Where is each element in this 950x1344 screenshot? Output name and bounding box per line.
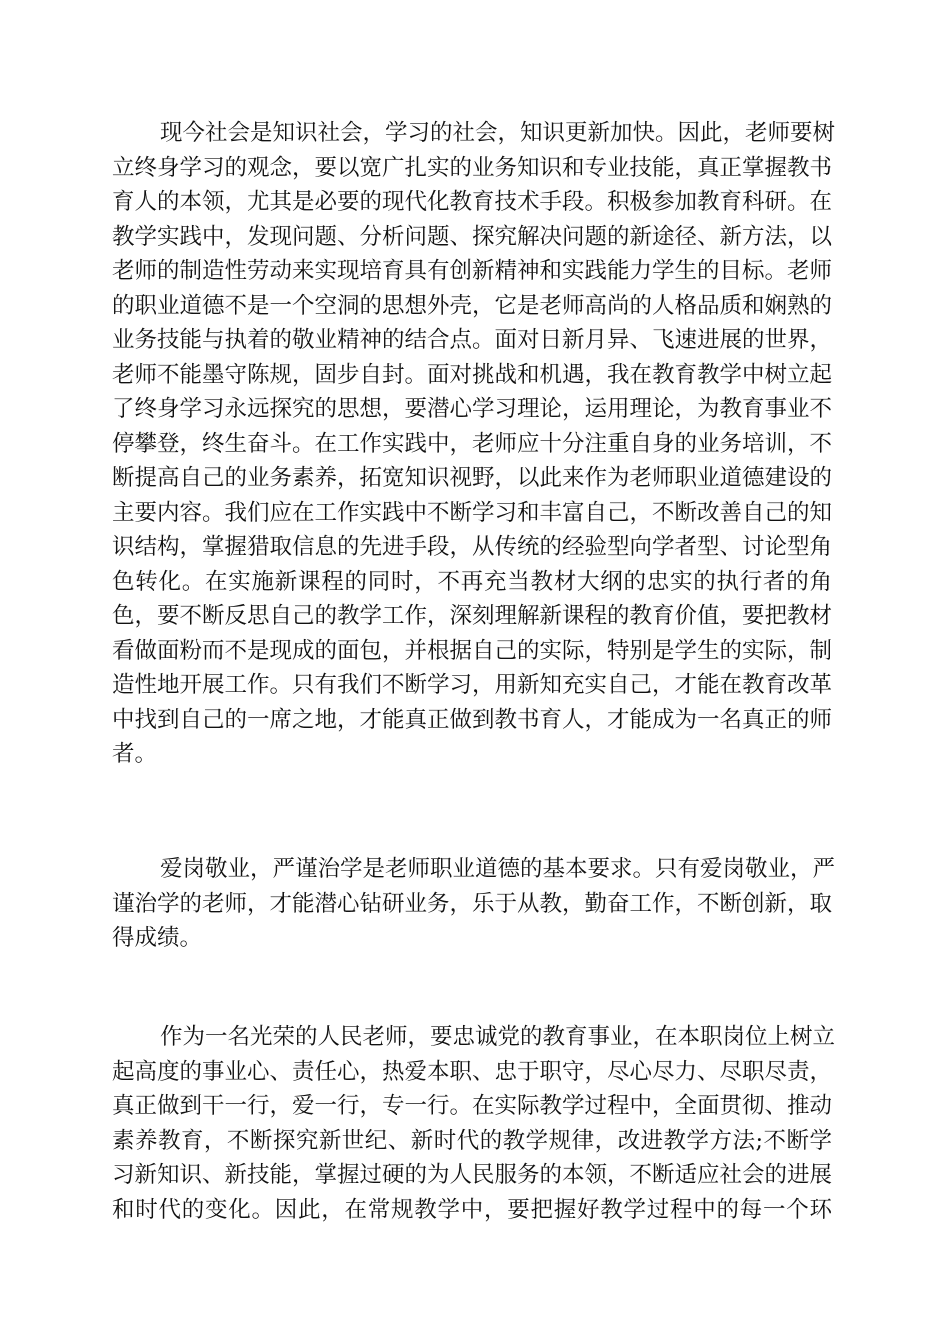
text-line: 立终身学习的观念，要以宽广扎实的业务知识和专业技能，真正掌握教书 [112, 154, 833, 181]
text-line: 识结构，掌握猎取信息的先进手段，从传统的经验型向学者型、讨论型角 [112, 534, 833, 560]
text-line: 业务技能与执着的敬业精神的结合点。面对日新月异、飞速进展的世界， [112, 327, 833, 353]
text-line: 谨治学的老师，才能潜心钻研业务，乐于从教，勤奋工作，不断创新，取 [112, 890, 833, 917]
text-line: 起高度的事业心、责任心，热爱本职、忠于职守，尽心尽力、尽职尽责， [112, 1058, 833, 1085]
text-line: 停攀登，终生奋斗。在工作实践中，老师应十分注重自身的业务培训，不 [112, 430, 833, 457]
text-line: 真正做到干一行，爱一行，专一行。在实际教学过程中，全面贯彻、推动 [112, 1093, 833, 1119]
text-line: 色转化。在实施新课程的同时，不再充当教材大纲的忠实的执行者的角 [112, 568, 832, 595]
text-line: 了终身学习永远探究的思想，要潜心学习理论，运用理论，为教育事业不 [112, 396, 833, 422]
text-line: 素养教育，不断探究新世纪、新时代的教学规律，改进教学方法;不断学 [112, 1127, 832, 1154]
text-line: 教学实践中，发现问题、分析问题、探究解决问题的新途径、新方法，以 [112, 223, 833, 250]
text-line: 中找到自己的一席之地，才能真正做到教书育人，才能成为一名真正的师 [112, 706, 833, 733]
text-line: 得成绩。 [112, 925, 203, 951]
text-line: 的职业道德不是一个空洞的思想外壳，它是老师高尚的人格品质和娴熟的 [112, 292, 833, 319]
text-line: 主要内容。我们应在工作实践中不断学习和丰富自己，不断改善自己的知 [112, 499, 833, 526]
text-line: 造性地开展工作。只有我们不断学习，用新知充实自己，才能在教育改革 [112, 672, 833, 698]
text-line: 和时代的变化。因此，在常规教学中，要把握好教学过程中的每一个环 [112, 1196, 832, 1223]
text-line: 现今社会是知识社会，学习的社会，知识更新加快。因此，老师要树 [160, 120, 836, 146]
text-line: 老师的制造性劳动来实现培育具有创新精神和实践能力学生的目标。老师 [112, 258, 833, 284]
text-line: 者。 [112, 741, 158, 767]
text-line: 爱岗敬业，严谨治学是老师职业道德的基本要求。只有爱岗敬业，严 [160, 856, 836, 882]
text-line: 作为一名光荣的人民老师，要忠诚党的教育事业，在本职岗位上树立 [160, 1024, 836, 1050]
text-line: 育人的本领，尤其是必要的现代化教育技术手段。积极参加教育科研。在 [112, 189, 833, 215]
text-line: 习新知识、新技能，掌握过硬的为人民服务的本领，不断适应社会的进展 [112, 1162, 833, 1188]
paragraph-1 [112, 116, 836, 772]
text-line: 老师不能墨守陈规，固步自封。面对挑战和机遇，我在教育教学中树立起 [112, 361, 833, 388]
text-line: 色，要不断反思自己的教学工作，深刻理解新课程的教育价值，要把教材 [112, 603, 833, 629]
paragraph-3 [112, 1020, 836, 1227]
text-line: 看做面粉而不是现成的面包，并根据自己的实际，特别是学生的实际，制 [112, 637, 833, 664]
paragraph-2 [112, 852, 836, 956]
text-line: 断提高自己的业务素养，拓宽知识视野，以此来作为老师职业道德建设的 [112, 465, 833, 491]
